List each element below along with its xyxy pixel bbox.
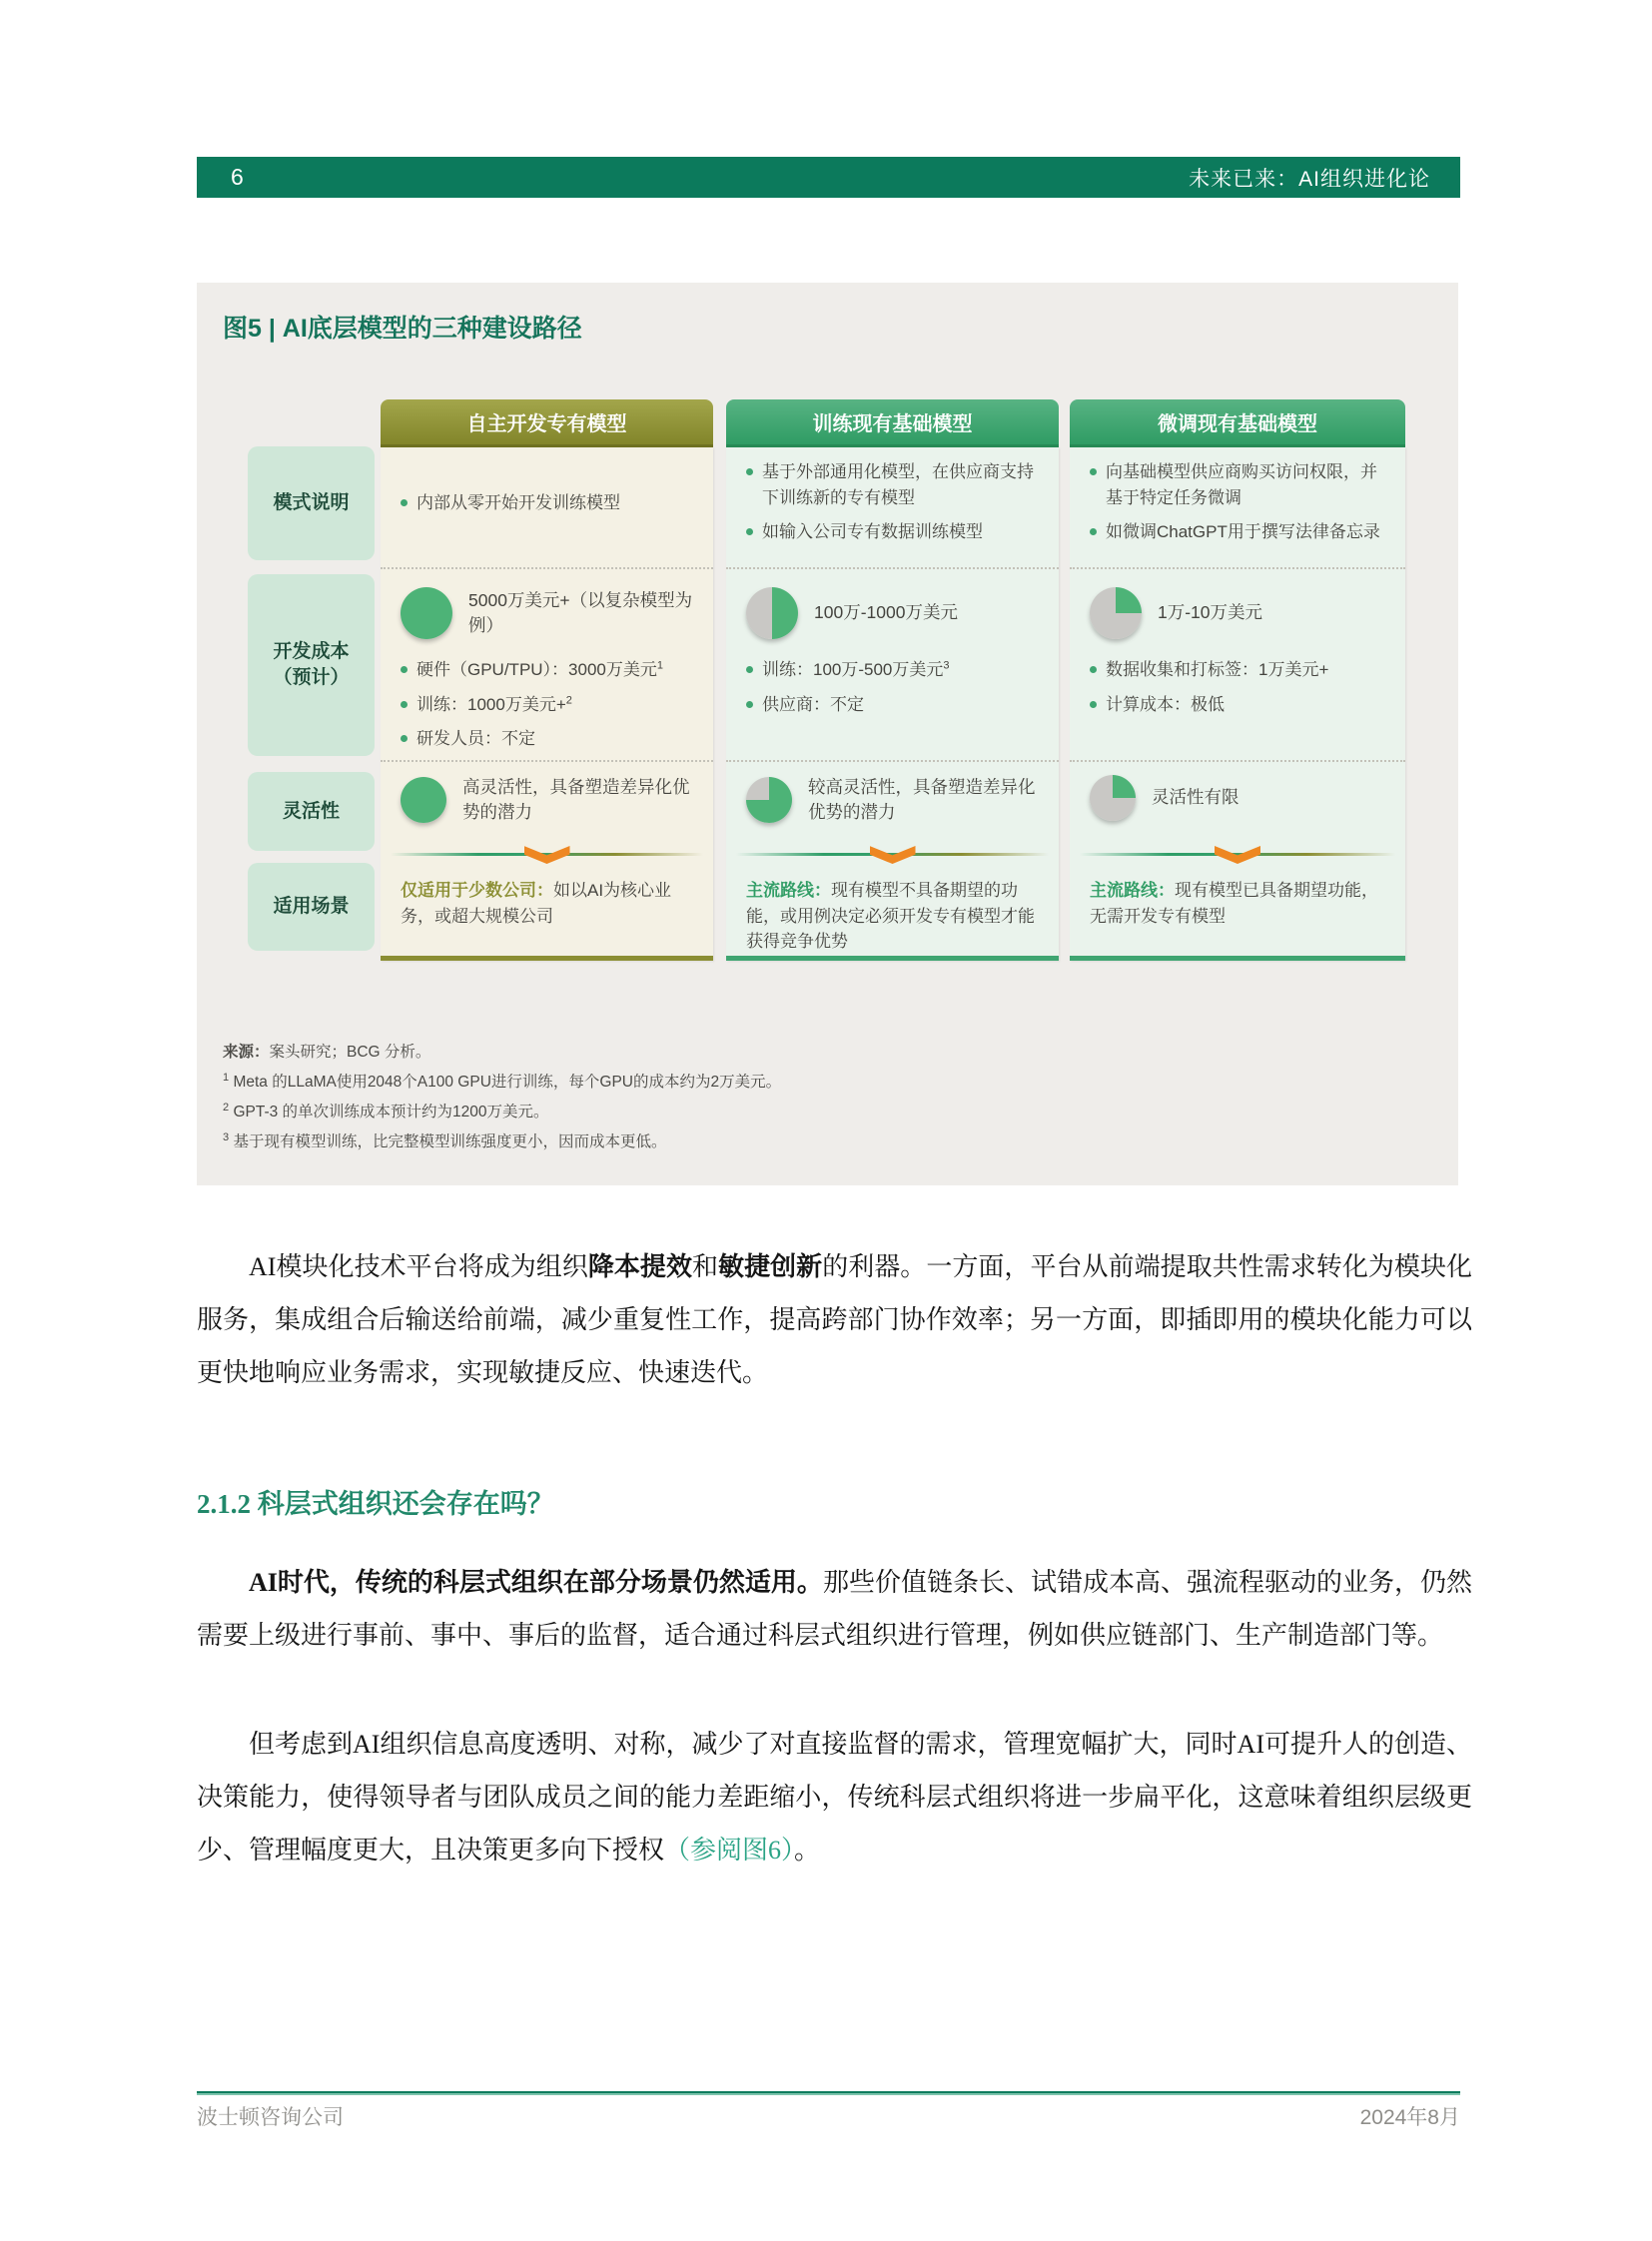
row-label-scenario: 适用场景 — [248, 863, 375, 951]
section-heading-2-1-2: 2.1.2 科层式组织还会存在吗？ — [197, 1489, 554, 1519]
cell-cost-1: 5000万美元+（以复杂模型为例） 硬件（GPU/TPU）：3000万美元$^1$ 训练：1000万美元+$^2$ 研发人员：不定 — [381, 569, 713, 762]
column-header-finetune-existing: 微调现有基础模型 — [1070, 399, 1405, 447]
cell-flexibility-2: 较高灵活性，具备塑造差异化优势的潜力 — [726, 762, 1059, 854]
cell-mode-1: 内部从零开始开发训练模型 — [381, 447, 713, 569]
source-line: 来源：案头研究；BCG 分析。 — [223, 1044, 431, 1061]
flexibility-pie-icon — [401, 777, 446, 823]
paragraph-hierarchy-still-applies: AI时代，传统的科层式组织在部分场景仍然适用。那些价值链条长、试错成本高、强流程驱动的业务，仍然需要上级进行事前、事中、事后的监督，适合通过科层式组织进行管理，例如供应链部门、生产制造部门等。 — [197, 1568, 1472, 1650]
figure-source-notes — [223, 1038, 781, 1157]
column-card-train-existing — [726, 447, 1059, 961]
column-card-self-develop — [381, 447, 713, 961]
cell-cost-2: 100万-1000万美元 训练：100万-500万美元$^3$ 供应商：不定 — [726, 569, 1059, 762]
cost-pie-icon — [746, 587, 798, 639]
footnote-2: $^2$ GPT-3 的单次训练成本预计约为1200万美元。 — [223, 1101, 549, 1120]
paragraph-modular-platform: AI模块化技术平台将成为组织降本提效和敏捷创新的利器。一方面，平台从前端提取共性需求转化为模块化服务，集成组合后输送给前端，减少重复性工作，提高跨部门协作效率；另一方面，即插即用的模块化能力可以更快地响应业务需求，实现敏捷反应、快速迭代。 — [197, 1252, 1472, 1387]
cost-pie-icon — [1090, 587, 1142, 639]
cell-flexibility-3: 灵活性有限 — [1070, 762, 1405, 854]
page-number: 6 — [231, 164, 244, 190]
row-label-flexibility: 灵活性 — [248, 772, 375, 851]
column-header-self-develop: 自主开发专有模型 — [381, 399, 713, 447]
page-header-bar — [197, 157, 1460, 198]
cell-flexibility-1: 高灵活性，具备塑造差异化优势的潜力 — [381, 762, 713, 854]
column-card-finetune-existing — [1070, 447, 1405, 961]
footer-date: 2024年8月 — [1359, 2106, 1460, 2129]
cell-scenario-1: 仅适用于少数公司：如以AI为核心业务，或超大规模公司 — [401, 881, 672, 926]
footnote-3: $^3$ 基于现有模型训练，比完整模型训练强度更小，因而成本更低。 — [223, 1130, 667, 1150]
document-title: 未来已来：AI组织进化论 — [1189, 167, 1430, 191]
flexibility-pie-icon — [1090, 775, 1136, 821]
cell-mode-2: 基于外部通用化模型，在供应商支持下训练新的专有模型 如输入公司专有数据训练模型 — [726, 447, 1059, 569]
footer-company: 波士顿咨询公司 — [197, 2106, 344, 2129]
row-label-cost: 开发成本 （预计） — [248, 574, 375, 756]
footer-divider — [197, 2091, 1460, 2095]
figure-title: 图5 | AI底层模型的三种建设路径 — [223, 315, 582, 343]
column-header-train-existing: 训练现有基础模型 — [726, 399, 1059, 447]
cell-scenario-3: 主流路线：现有模型已具备期望功能，无需开发专有模型 — [1090, 881, 1378, 926]
cell-mode-3: 向基础模型供应商购买访问权限，并基于特定任务微调 如微调ChatGPT用于撰写法律备忘录 — [1070, 447, 1405, 569]
cost-pie-icon — [401, 587, 452, 639]
flexibility-pie-icon — [746, 777, 792, 823]
paragraph-flattening: 但考虑到AI组织信息高度透明、对称，减少了对直接监督的需求，管理宽幅扩大，同时AI可提升人的创造、决策能力，使得领导者与团队成员之间的能力差距缩小，传统科层式组织将进一步扁平化，这意味着组织层级更少、管理幅度更大，且决策更多向下授权（参阅图6）。 — [197, 1730, 1472, 1865]
figure-panel — [197, 283, 1458, 1185]
cell-scenario-2: 主流路线：现有模型不具备期望的功能，或用例决定必须开发专有模型才能获得竞争优势 — [746, 881, 1035, 951]
figure-6-reference: （参阅图6） — [664, 1836, 795, 1865]
row-label-mode: 模式说明 — [248, 446, 375, 560]
cell-cost-3: 1万-10万美元 数据收集和打标签：1万美元+ 计算成本：极低 — [1070, 569, 1405, 762]
footnote-1: $^1$ Meta 的LLaMA使用2048个A100 GPU进行训练，每个GPU的成本约为2万美元。 — [223, 1071, 782, 1091]
